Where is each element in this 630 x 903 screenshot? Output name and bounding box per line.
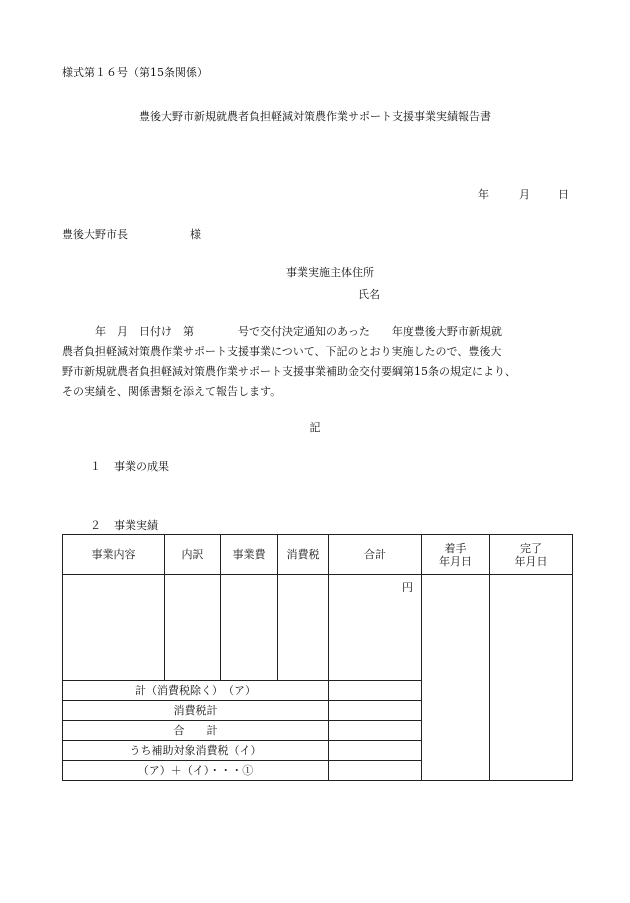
section-results bbox=[90, 460, 169, 474]
summary-value[interactable] bbox=[329, 701, 422, 721]
ki-heading: 記 bbox=[309, 421, 321, 434]
body-line: 年 月 日付け 第 号で交付決定通知のあった 年度豊後大野市新規就 bbox=[62, 325, 502, 338]
summary-value[interactable] bbox=[329, 741, 422, 761]
date-day-label: 日 bbox=[558, 188, 569, 201]
header-finish-line2: 年月日 bbox=[514, 554, 548, 568]
header-breakdown: 内訳 bbox=[165, 535, 221, 575]
cell-start-date[interactable] bbox=[422, 575, 490, 781]
recipient bbox=[62, 228, 201, 242]
table-body-row bbox=[63, 575, 573, 681]
section-performance bbox=[90, 519, 158, 533]
header-start-line1: 着手 bbox=[444, 541, 467, 555]
cell-total-yen: 円 bbox=[329, 575, 422, 681]
header-total: 合計 bbox=[329, 535, 422, 575]
recipient-honorific: 様 bbox=[190, 228, 201, 241]
header-start-date bbox=[422, 535, 490, 575]
body-line: 野市新規就農者負担軽減対策農作業サポート支援事業補助金交付要綱第15条の規定により、 bbox=[62, 365, 516, 378]
summary-label: 計（消費税除く） （ア） bbox=[63, 681, 329, 701]
document-title: 豊後大野市新規就農者負担軽減対策農作業サポート支援事業実績報告書 bbox=[139, 110, 491, 123]
header-finish-date bbox=[490, 535, 573, 575]
applicant-address-label: 事業実施主体住所 bbox=[286, 266, 374, 279]
header-tax: 消費税 bbox=[278, 535, 329, 575]
section-number: １ bbox=[90, 460, 101, 473]
date-year-label: 年 bbox=[478, 188, 489, 201]
summary-label: うち補助対象消費税（イ） bbox=[63, 741, 329, 761]
header-content: 事業内容 bbox=[63, 535, 165, 575]
summary-value[interactable] bbox=[329, 681, 422, 701]
header-cost: 事業費 bbox=[221, 535, 278, 575]
summary-label: 消費税計 bbox=[63, 701, 329, 721]
summary-label: 合 計 bbox=[63, 721, 329, 741]
recipient-name: 豊後大野市長 bbox=[62, 228, 128, 241]
section-number: ２ bbox=[90, 519, 101, 532]
applicant-name-label: 氏名 bbox=[358, 288, 380, 301]
header-finish-line1: 完了 bbox=[520, 541, 542, 555]
header-start-line2: 年月日 bbox=[439, 554, 472, 568]
table-header-row bbox=[63, 535, 573, 575]
cell-finish-date[interactable] bbox=[490, 575, 573, 781]
body-line: その実績を、関係書類を添えて報告します。 bbox=[62, 385, 282, 398]
summary-value[interactable] bbox=[329, 721, 422, 741]
body-line: 農者負担軽減対策農作業サポート支援事業について、下記のとおり実施したので、豊後大 bbox=[62, 345, 502, 358]
cell-breakdown[interactable] bbox=[165, 575, 221, 681]
cell-content[interactable] bbox=[63, 575, 165, 681]
body-text bbox=[62, 322, 582, 402]
cell-cost[interactable] bbox=[221, 575, 278, 681]
section-title: 事業の成果 bbox=[114, 460, 169, 473]
date-month-label: 月 bbox=[519, 188, 530, 201]
results-table bbox=[62, 534, 573, 781]
summary-label: （ア）＋（イ）・・・① bbox=[63, 761, 329, 781]
section-title: 事業実績 bbox=[114, 519, 158, 532]
summary-value[interactable] bbox=[329, 761, 422, 781]
date-line bbox=[478, 188, 569, 202]
form-number: 様式第１６号（第15条関係） bbox=[62, 66, 208, 79]
cell-tax[interactable] bbox=[278, 575, 329, 681]
